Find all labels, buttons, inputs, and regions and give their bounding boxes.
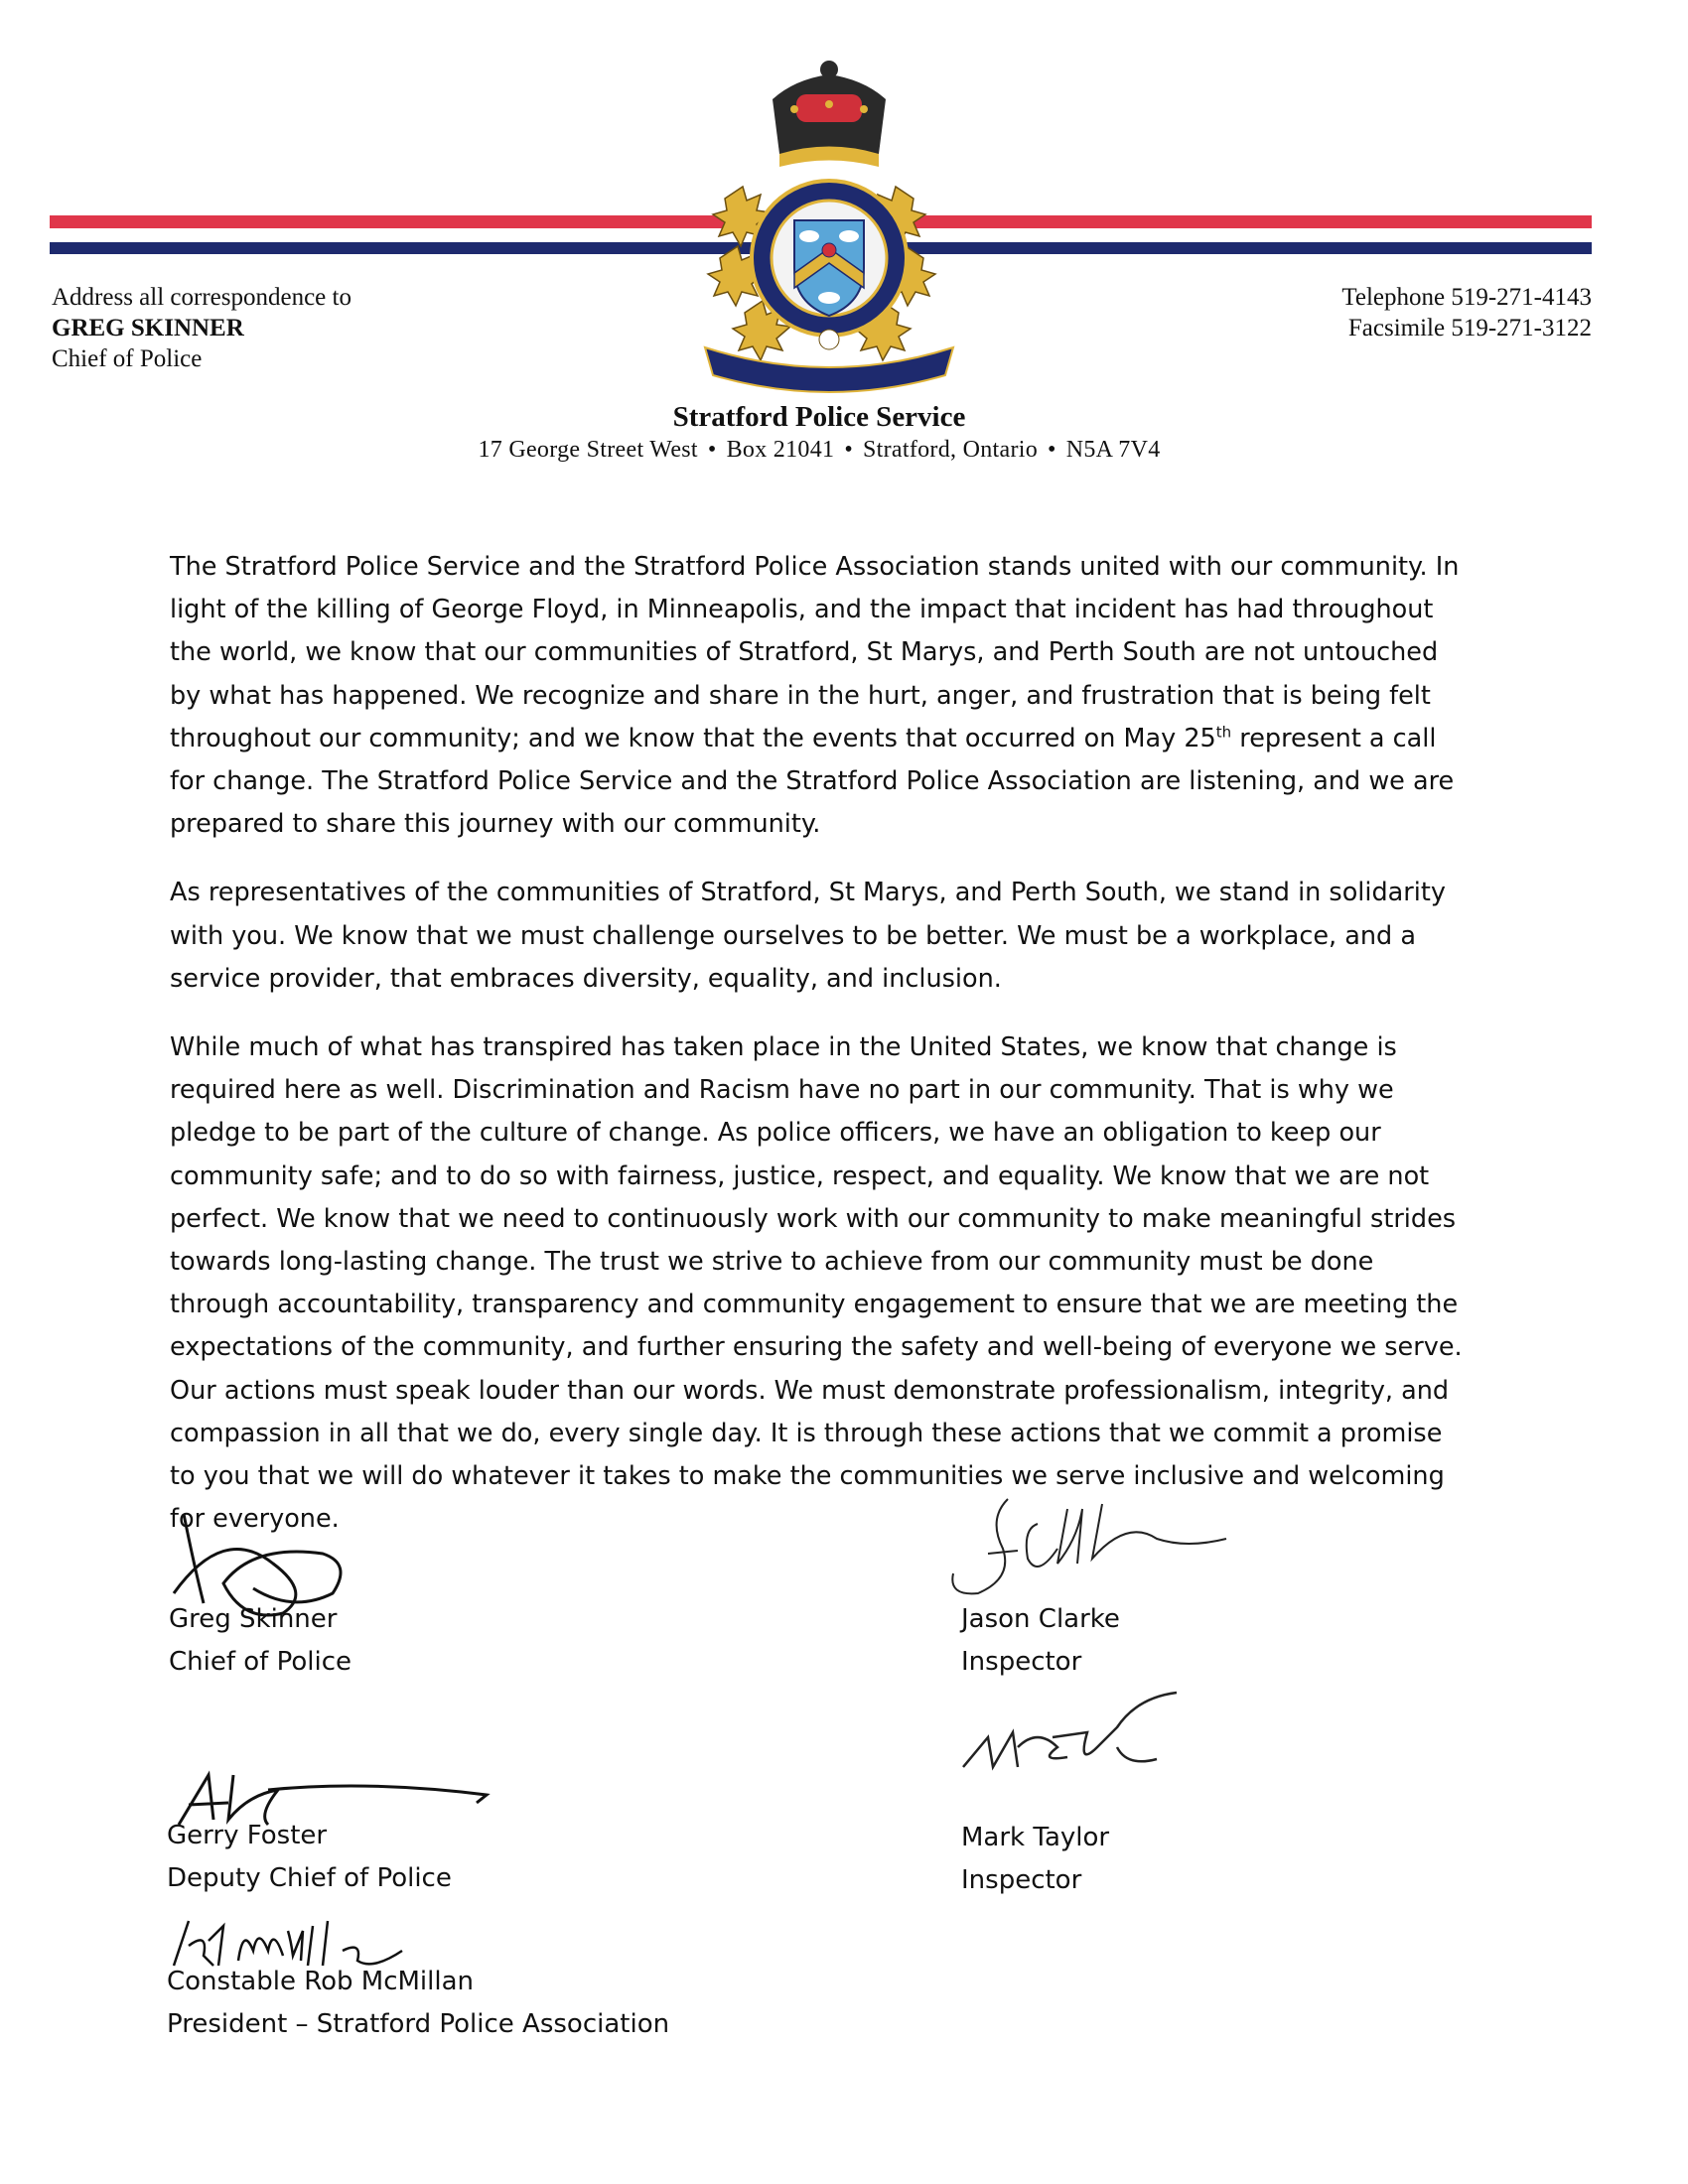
superscript-ordinal: th (1215, 723, 1232, 742)
address-street: 17 George Street West (478, 437, 698, 463)
paragraph-1-text: The Stratford Police Service and the Stratford Police Association stands united with our community. In light of the killing of George Floyd, in Minneapolis, and the impact that incident has had throughout the world, we know that our communities of Stratford, St Marys, and Perth South are not untouched by what has happened. We recognize and share in the hurt, anger, and frustration that is being felt throughout our community; and we know that the events that occurred on May 25 (170, 552, 1460, 753)
signatory-gerry-foster (167, 1815, 452, 1900)
signature-mark-taylor (958, 1688, 1236, 1787)
signatory-greg-skinner (169, 1598, 352, 1684)
paragraph-3: While much of what has transpired has taken place in the United States, we know that change is required here as well. Discrimination and Racism have no part in our community. That is why we pledge to be part of the culture of change. As police officers, we have an obligation to keep our community safe; and to do so with fairness, justice, respect, and equality. We know that we are not perfect. We know that we need to continuously work with our community to make meaningful strides towards long-lasting change. The trust we strive to achieve from our community must be done through accountability, transparency and community engagement to ensure that we are meeting the expectations of the community, and further ensuring the safety and well-being of everyone we serve. Our actions must speak louder than our words. We must demonstrate professionalism, integrity, and compassion in all that we do, every single day. It is through these actions that we commit a promise to you that we will do whatever it takes to make the communities we serve inclusive and welcoming for everyone. (170, 1032, 1463, 1535)
signatory-name: Mark Taylor (961, 1823, 1110, 1852)
bullet-separator: • (707, 437, 717, 463)
address-city: Stratford, Ontario (863, 437, 1039, 463)
contact-block (1341, 282, 1592, 343)
signatory-name: Gerry Foster (167, 1821, 328, 1850)
paragraph-2: As representatives of the communities of Stratford, St Marys, and Perth South, we stand in solidarity with you. We know that we must challenge ourselves to be better. We must be a workplace, and a service provider, that embraces diversity, equality, and inclusion. (170, 878, 1446, 994)
crown-icon (773, 61, 886, 167)
signatory-jason-clarke (961, 1598, 1120, 1684)
correspondence-block (52, 282, 352, 374)
signatory-name: Constable Rob McMillan (167, 1967, 475, 1996)
paragraph-1 (170, 546, 1471, 846)
signatory-title: Inspector (961, 1865, 1082, 1895)
signatory-name: Greg Skinner (169, 1604, 338, 1634)
chief-name-header: GREG SKINNER (52, 315, 244, 341)
signatory-name: Jason Clarke (961, 1604, 1120, 1634)
facsimile: Facsimile 519-271-3122 (1347, 315, 1592, 341)
signatory-rob-mcmillan (167, 1961, 669, 2046)
police-crest-logo (685, 60, 973, 397)
signatory-mark-taylor (961, 1817, 1109, 1902)
chief-title-header: Chief of Police (52, 345, 203, 372)
telephone: Telephone 519-271-4143 (1341, 284, 1592, 311)
bullet-separator: • (844, 437, 854, 463)
signature-jason-clarke (928, 1479, 1256, 1608)
signatory-title: Chief of Police (169, 1647, 352, 1677)
signatory-title: Deputy Chief of Police (167, 1863, 452, 1893)
paragraph-1-text-cont: represent a call for change. The Stratford Police Service and the Stratford Police Association are listening, and we are prepared to share this journey with our community. (170, 723, 1455, 840)
letter-body (170, 546, 1471, 1567)
address-postal: N5A 7V4 (1065, 437, 1161, 463)
organization-name: Stratford Police Service (672, 401, 966, 433)
bullet-separator: • (1048, 437, 1056, 463)
signatory-title: Inspector (961, 1647, 1082, 1677)
correspondence-line: Address all correspondence to (52, 284, 352, 311)
signatory-title: President – Stratford Police Association (167, 2009, 670, 2039)
address-box: Box 21041 (726, 437, 835, 463)
organization-address (0, 437, 1638, 464)
